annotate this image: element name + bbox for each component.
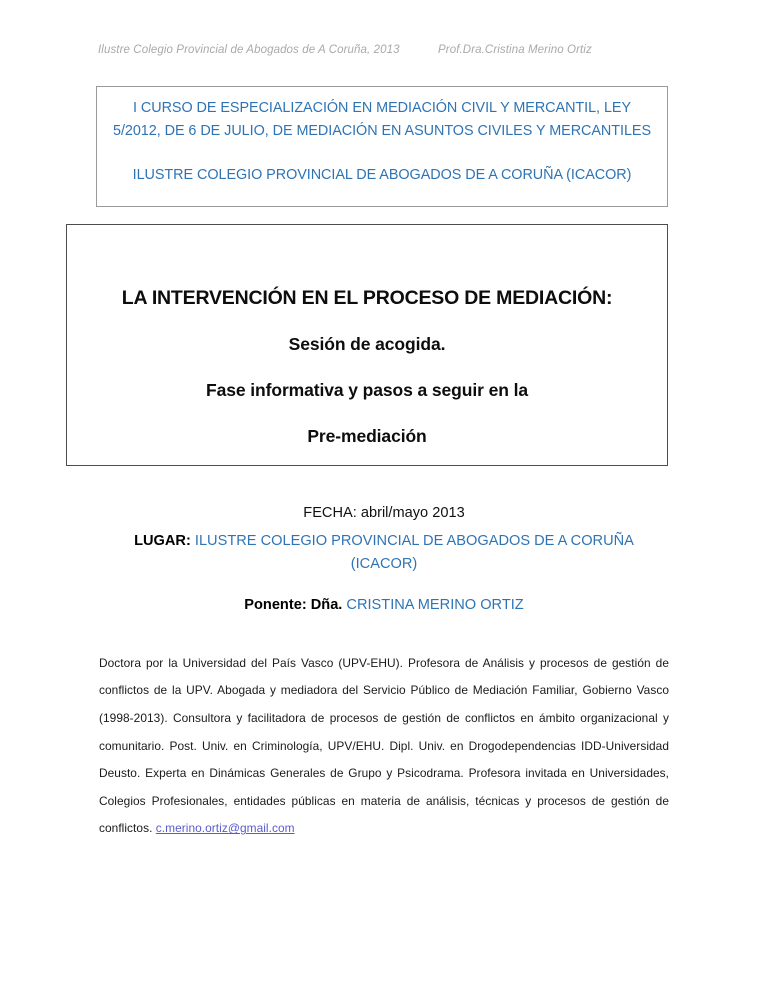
- event-venue-value-line2: (ICACOR): [350, 556, 418, 572]
- email-link[interactable]: c.merino.ortiz@gmail.com: [155, 821, 295, 836]
- biography-text: Doctora por la Universidad del País Vasco (UPV-EHU). Profesora de Análisis y procesos de gestión de conflictos de la UPV. Abogada y mediadora del Servicio Público de Mediación Familiar, Gobierno Vasco (1998-2013). Consultora y facilitadora de procesos de gestión de conflictos en ámbito organizacional y comunitario. Post. Univ. en Criminología, UPV/EHU. Dipl. Univ. en Drogodependencias IDD-Universidad Deusto. Experta en Dinámicas Generales de Grupo y Psicodrama. Profesora invitada en Universidades, Colegios Profesionales, entidades públicas en materia de análisis, técnicas y procesos de gestión de conflictos.: [99, 655, 669, 836]
- speaker-label: Ponente: Dña.: [244, 597, 343, 613]
- event-venue-value: ILUSTRE COLEGIO PROVINCIAL DE ABOGADOS DE A CORUÑA: [194, 533, 634, 549]
- speaker-biography: [99, 650, 669, 843]
- course-title-box-content: [97, 87, 667, 187]
- course-title-line-2: 5/2012, DE 6 DE JULIO, DE MEDIACIÓN EN ASUNTOS CIVILES Y MERCANTILES: [112, 122, 652, 139]
- event-venue-line: [98, 530, 670, 576]
- event-date-line: [98, 497, 670, 529]
- course-organizer-line: ILUSTRE COLEGIO PROVINCIAL DE ABOGADOS DE A CORUÑA (ICACOR): [132, 167, 632, 183]
- main-title-box-content: [67, 225, 667, 459]
- speaker-name: CRISTINA MERINO ORTIZ: [346, 597, 524, 613]
- main-title-line-3: Fase informativa y pasos a seguir en la: [206, 380, 528, 400]
- main-title-line-2: Sesión de acogida.: [288, 334, 446, 354]
- main-title-line-4: Pre-mediación: [307, 426, 427, 446]
- event-venue-label: LUGAR:: [134, 533, 191, 549]
- course-title-box: [96, 86, 668, 207]
- event-date-text: FECHA: abril/mayo 2013: [303, 505, 465, 521]
- document-header: [98, 44, 670, 56]
- main-title-box: [66, 224, 668, 466]
- main-title-line-1: LA INTERVENCIÓN EN EL PROCESO DE MEDIACIÓN:: [121, 287, 613, 309]
- header-left-text: Ilustre Colegio Provincial de Abogados de A Coruña, 2013: [98, 44, 400, 56]
- header-right-text: Prof.Dra.Cristina Merino Ortiz: [438, 44, 592, 56]
- speaker-line: [98, 589, 670, 621]
- event-details: [98, 497, 670, 621]
- course-title-spacer: [109, 142, 655, 164]
- course-title-line-1: I CURSO DE ESPECIALIZACIÓN EN MEDIACIÓN CIVIL Y MERCANTIL, LEY: [132, 100, 632, 116]
